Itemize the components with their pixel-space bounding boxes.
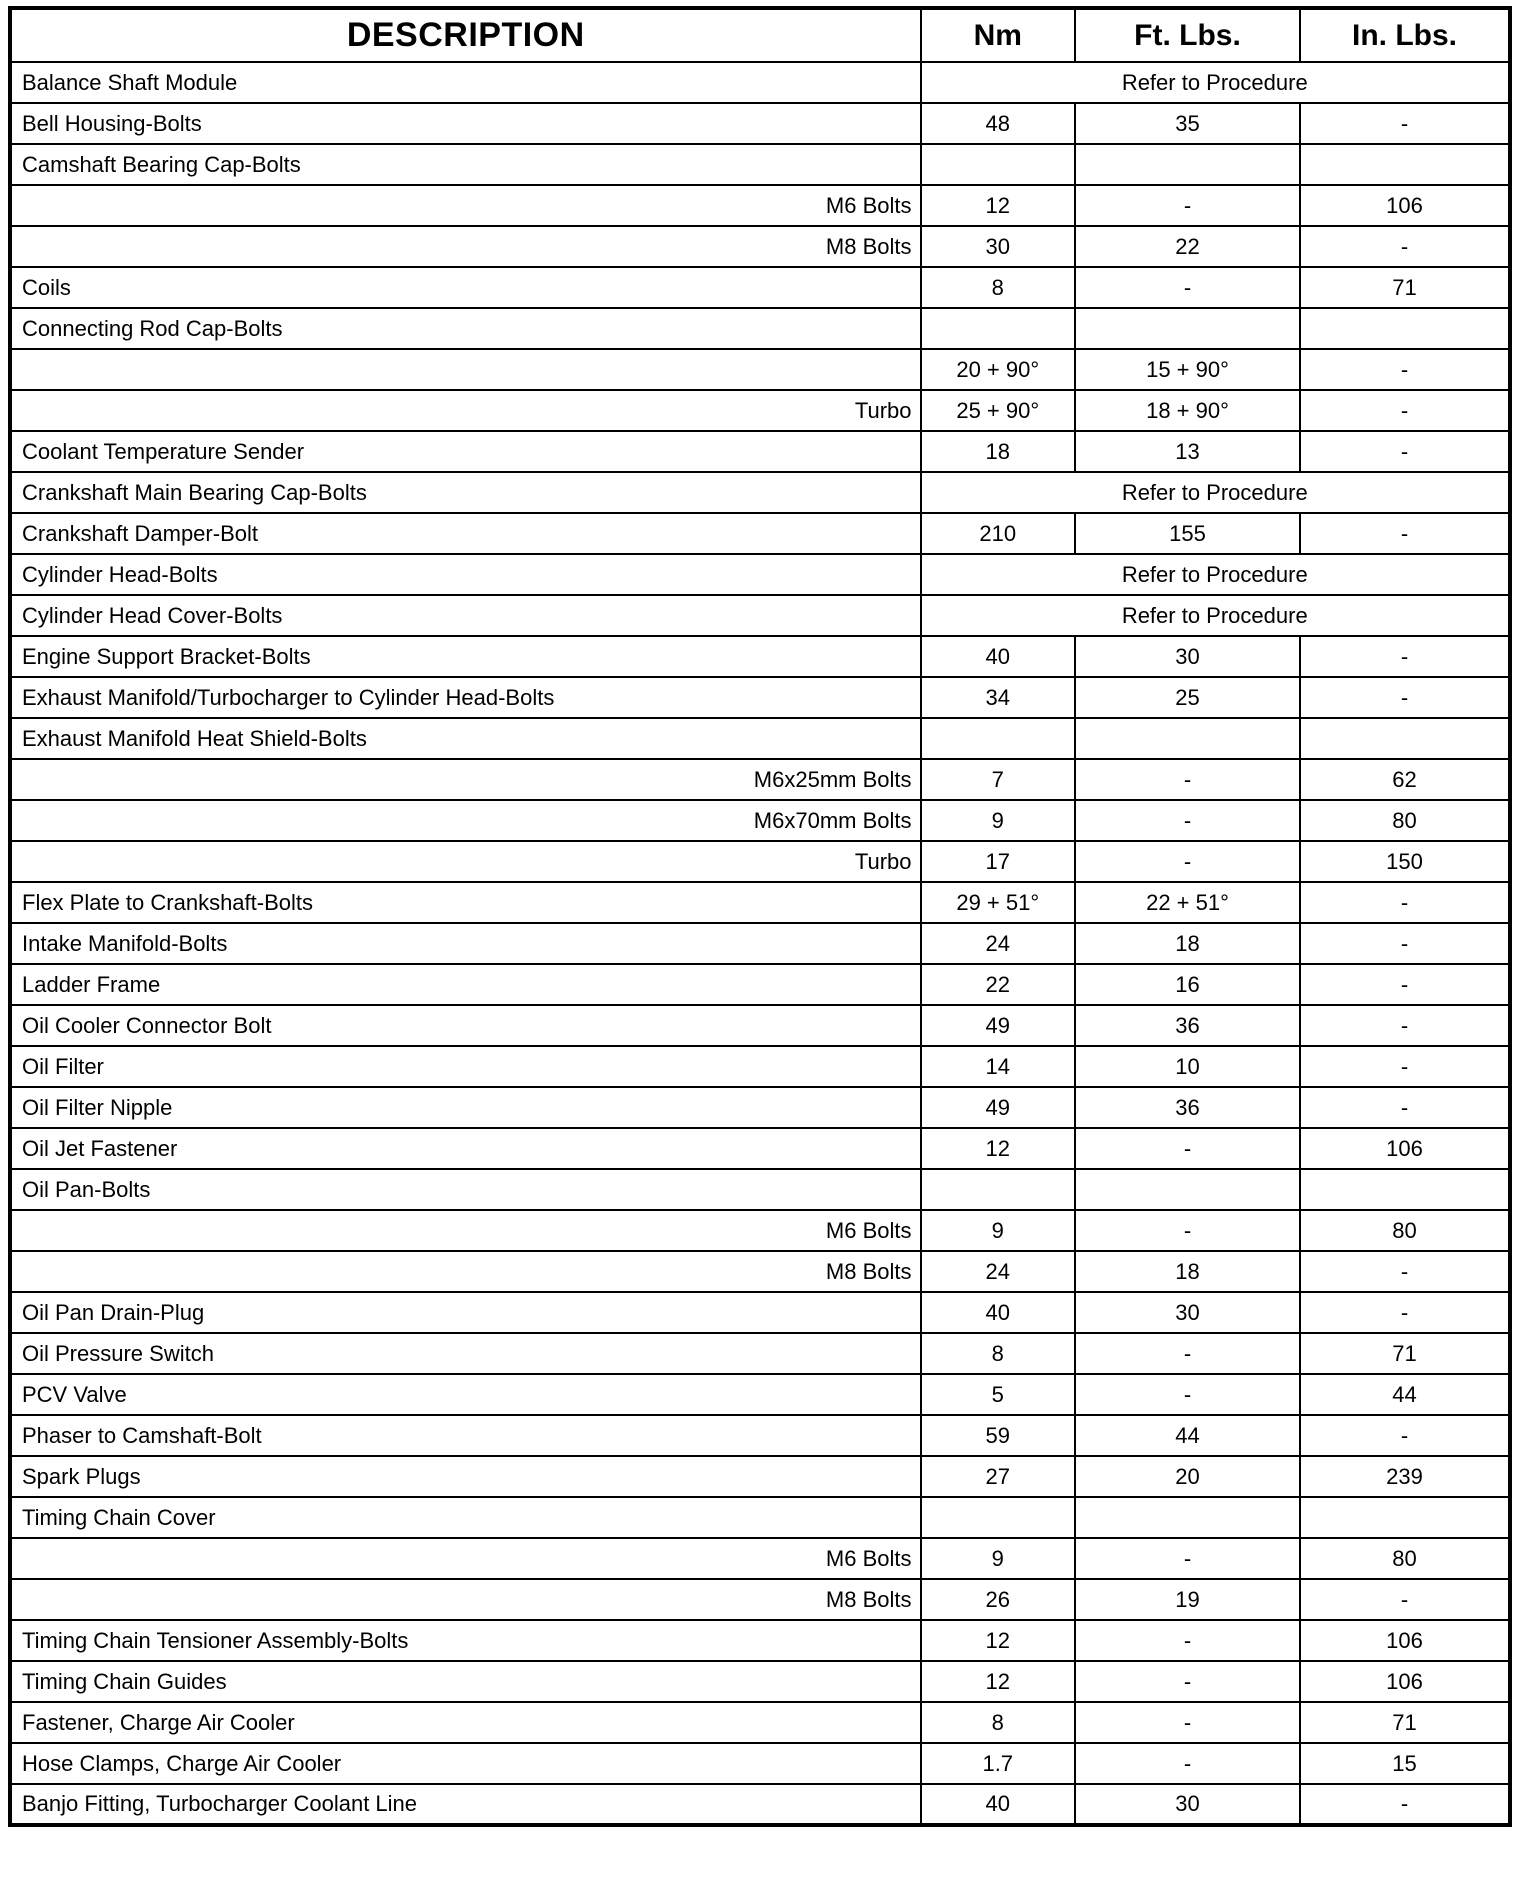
ft-lbs-cell: 44: [1075, 1415, 1300, 1456]
ft-lbs-cell: 36: [1075, 1087, 1300, 1128]
table-row: [10, 1497, 1510, 1538]
in-lbs-cell: -: [1300, 431, 1510, 472]
table-row: [10, 1784, 1510, 1825]
table-row: [10, 1579, 1510, 1620]
description-cell: Engine Support Bracket-Bolts: [10, 636, 921, 677]
table-row: [10, 1333, 1510, 1374]
description-cell: Crankshaft Main Bearing Cap-Bolts: [10, 472, 921, 513]
ft-lbs-cell: 19: [1075, 1579, 1300, 1620]
table-row: [10, 1128, 1510, 1169]
description-cell: M8 Bolts: [10, 226, 921, 267]
table-row: [10, 62, 1510, 103]
nm-cell: 24: [921, 923, 1076, 964]
header-row: [10, 8, 1510, 62]
ft-lbs-cell: -: [1075, 1661, 1300, 1702]
in-lbs-cell: 71: [1300, 267, 1510, 308]
in-lbs-column-header: In. Lbs.: [1300, 8, 1510, 62]
nm-cell: 12: [921, 1620, 1076, 1661]
nm-cell: 24: [921, 1251, 1076, 1292]
nm-cell: 30: [921, 226, 1076, 267]
ft-lbs-cell: [1075, 1169, 1300, 1210]
in-lbs-cell: 106: [1300, 1128, 1510, 1169]
refer-to-procedure-cell: Refer to Procedure: [921, 595, 1511, 636]
description-cell: [10, 349, 921, 390]
in-lbs-cell: -: [1300, 1784, 1510, 1825]
description-cell: Timing Chain Tensioner Assembly-Bolts: [10, 1620, 921, 1661]
ft-lbs-cell: -: [1075, 800, 1300, 841]
in-lbs-cell: -: [1300, 1005, 1510, 1046]
description-cell: Ladder Frame: [10, 964, 921, 1005]
table-row: [10, 923, 1510, 964]
in-lbs-cell: 239: [1300, 1456, 1510, 1497]
nm-cell: 8: [921, 1333, 1076, 1374]
table-row: [10, 431, 1510, 472]
nm-cell: 1.7: [921, 1743, 1076, 1784]
ft-lbs-cell: -: [1075, 1210, 1300, 1251]
ft-lbs-cell: -: [1075, 759, 1300, 800]
table-row: [10, 1743, 1510, 1784]
description-cell: Oil Filter: [10, 1046, 921, 1087]
in-lbs-cell: 44: [1300, 1374, 1510, 1415]
in-lbs-cell: 150: [1300, 841, 1510, 882]
in-lbs-cell: 80: [1300, 800, 1510, 841]
nm-cell: 17: [921, 841, 1076, 882]
in-lbs-cell: 106: [1300, 1661, 1510, 1702]
nm-cell: 12: [921, 1128, 1076, 1169]
ft-lbs-cell: -: [1075, 1702, 1300, 1743]
ft-lbs-cell: 30: [1075, 1784, 1300, 1825]
in-lbs-cell: -: [1300, 103, 1510, 144]
nm-cell: 40: [921, 1784, 1076, 1825]
in-lbs-cell: 71: [1300, 1702, 1510, 1743]
description-cell: M8 Bolts: [10, 1251, 921, 1292]
ft-lbs-cell: [1075, 308, 1300, 349]
description-column-header: DESCRIPTION: [10, 8, 921, 62]
ft-lbs-cell: 30: [1075, 636, 1300, 677]
nm-cell: 9: [921, 1538, 1076, 1579]
ft-lbs-cell: [1075, 718, 1300, 759]
nm-cell: 34: [921, 677, 1076, 718]
description-cell: PCV Valve: [10, 1374, 921, 1415]
in-lbs-cell: -: [1300, 390, 1510, 431]
table-row: [10, 1620, 1510, 1661]
description-cell: Fastener, Charge Air Cooler: [10, 1702, 921, 1743]
table-row: [10, 267, 1510, 308]
description-cell: Oil Jet Fastener: [10, 1128, 921, 1169]
in-lbs-cell: 80: [1300, 1538, 1510, 1579]
description-cell: M6 Bolts: [10, 185, 921, 226]
table-row: [10, 964, 1510, 1005]
ft-lbs-cell: 36: [1075, 1005, 1300, 1046]
description-cell: Oil Pressure Switch: [10, 1333, 921, 1374]
description-cell: Exhaust Manifold/Turbocharger to Cylinder Head-Bolts: [10, 677, 921, 718]
nm-cell: 40: [921, 1292, 1076, 1333]
in-lbs-cell: -: [1300, 513, 1510, 554]
in-lbs-cell: -: [1300, 1087, 1510, 1128]
table-row: [10, 1415, 1510, 1456]
table-row: [10, 1210, 1510, 1251]
ft-lbs-cell: 30: [1075, 1292, 1300, 1333]
table-row: [10, 390, 1510, 431]
table-row: [10, 1538, 1510, 1579]
table-row: [10, 595, 1510, 636]
in-lbs-cell: [1300, 308, 1510, 349]
nm-cell: [921, 1497, 1076, 1538]
table-row: [10, 882, 1510, 923]
table-row: [10, 349, 1510, 390]
nm-cell: [921, 308, 1076, 349]
description-cell: M6 Bolts: [10, 1210, 921, 1251]
description-cell: Cylinder Head-Bolts: [10, 554, 921, 595]
nm-cell: 22: [921, 964, 1076, 1005]
description-cell: Coils: [10, 267, 921, 308]
ft-lbs-cell: -: [1075, 841, 1300, 882]
ft-lbs-cell: -: [1075, 1128, 1300, 1169]
description-cell: Connecting Rod Cap-Bolts: [10, 308, 921, 349]
ft-lbs-cell: -: [1075, 1333, 1300, 1374]
in-lbs-cell: [1300, 718, 1510, 759]
nm-cell: 9: [921, 800, 1076, 841]
in-lbs-cell: -: [1300, 226, 1510, 267]
nm-cell: 12: [921, 185, 1076, 226]
table-row: [10, 513, 1510, 554]
in-lbs-cell: 106: [1300, 1620, 1510, 1661]
ft-lbs-cell: -: [1075, 1538, 1300, 1579]
table-row: [10, 1087, 1510, 1128]
nm-cell: 210: [921, 513, 1076, 554]
ft-lbs-cell: 13: [1075, 431, 1300, 472]
refer-to-procedure-cell: Refer to Procedure: [921, 472, 1511, 513]
nm-cell: 8: [921, 1702, 1076, 1743]
description-cell: Exhaust Manifold Heat Shield-Bolts: [10, 718, 921, 759]
description-cell: Turbo: [10, 390, 921, 431]
description-cell: Hose Clamps, Charge Air Cooler: [10, 1743, 921, 1784]
in-lbs-cell: -: [1300, 349, 1510, 390]
in-lbs-cell: -: [1300, 1415, 1510, 1456]
description-cell: Balance Shaft Module: [10, 62, 921, 103]
table-row: [10, 554, 1510, 595]
ft-lbs-cell: 35: [1075, 103, 1300, 144]
description-cell: Oil Pan Drain-Plug: [10, 1292, 921, 1333]
description-cell: Phaser to Camshaft-Bolt: [10, 1415, 921, 1456]
table-row: [10, 677, 1510, 718]
nm-cell: [921, 1169, 1076, 1210]
table-row: [10, 718, 1510, 759]
table-row: [10, 1661, 1510, 1702]
description-cell: M6x70mm Bolts: [10, 800, 921, 841]
description-cell: M6x25mm Bolts: [10, 759, 921, 800]
ft-lbs-cell: 18: [1075, 1251, 1300, 1292]
description-cell: Spark Plugs: [10, 1456, 921, 1497]
description-cell: Timing Chain Guides: [10, 1661, 921, 1702]
table-row: [10, 759, 1510, 800]
ft-lbs-cell: 155: [1075, 513, 1300, 554]
nm-cell: 40: [921, 636, 1076, 677]
in-lbs-cell: -: [1300, 677, 1510, 718]
table-row: [10, 841, 1510, 882]
nm-cell: 12: [921, 1661, 1076, 1702]
description-cell: Intake Manifold-Bolts: [10, 923, 921, 964]
nm-cell: 20 + 90°: [921, 349, 1076, 390]
ft-lbs-cell: 20: [1075, 1456, 1300, 1497]
description-cell: Camshaft Bearing Cap-Bolts: [10, 144, 921, 185]
table-row: [10, 472, 1510, 513]
table-row: [10, 1374, 1510, 1415]
ft-lbs-cell: 16: [1075, 964, 1300, 1005]
table-row: [10, 800, 1510, 841]
nm-cell: 26: [921, 1579, 1076, 1620]
ft-lbs-cell: 15 + 90°: [1075, 349, 1300, 390]
in-lbs-cell: -: [1300, 964, 1510, 1005]
description-cell: Bell Housing-Bolts: [10, 103, 921, 144]
nm-cell: 27: [921, 1456, 1076, 1497]
in-lbs-cell: -: [1300, 1251, 1510, 1292]
nm-cell: 5: [921, 1374, 1076, 1415]
description-cell: Oil Filter Nipple: [10, 1087, 921, 1128]
ft-lbs-cell: 10: [1075, 1046, 1300, 1087]
in-lbs-cell: 80: [1300, 1210, 1510, 1251]
table-row: [10, 1169, 1510, 1210]
table-row: [10, 226, 1510, 267]
in-lbs-cell: [1300, 1169, 1510, 1210]
description-cell: Timing Chain Cover: [10, 1497, 921, 1538]
table-row: [10, 308, 1510, 349]
ft-lbs-cell: 22 + 51°: [1075, 882, 1300, 923]
table-row: [10, 636, 1510, 677]
ft-lbs-cell: 18 + 90°: [1075, 390, 1300, 431]
in-lbs-cell: -: [1300, 1046, 1510, 1087]
nm-cell: [921, 718, 1076, 759]
description-cell: Flex Plate to Crankshaft-Bolts: [10, 882, 921, 923]
nm-cell: 7: [921, 759, 1076, 800]
description-cell: Oil Cooler Connector Bolt: [10, 1005, 921, 1046]
in-lbs-cell: [1300, 1497, 1510, 1538]
in-lbs-cell: -: [1300, 1292, 1510, 1333]
description-cell: Turbo: [10, 841, 921, 882]
nm-cell: 29 + 51°: [921, 882, 1076, 923]
nm-cell: 59: [921, 1415, 1076, 1456]
table-row: [10, 1456, 1510, 1497]
table-row: [10, 1702, 1510, 1743]
ft-lbs-cell: 22: [1075, 226, 1300, 267]
table-row: [10, 1251, 1510, 1292]
nm-cell: 18: [921, 431, 1076, 472]
ft-lbs-cell: 25: [1075, 677, 1300, 718]
in-lbs-cell: -: [1300, 636, 1510, 677]
ft-lbs-cell: [1075, 144, 1300, 185]
description-cell: Banjo Fitting, Turbocharger Coolant Line: [10, 1784, 921, 1825]
in-lbs-cell: 15: [1300, 1743, 1510, 1784]
description-cell: M6 Bolts: [10, 1538, 921, 1579]
in-lbs-cell: -: [1300, 923, 1510, 964]
refer-to-procedure-cell: Refer to Procedure: [921, 554, 1511, 595]
nm-cell: 8: [921, 267, 1076, 308]
table-row: [10, 103, 1510, 144]
nm-cell: 25 + 90°: [921, 390, 1076, 431]
refer-to-procedure-cell: Refer to Procedure: [921, 62, 1511, 103]
in-lbs-cell: 62: [1300, 759, 1510, 800]
ft-lbs-cell: -: [1075, 185, 1300, 226]
ft-lbs-cell: -: [1075, 1620, 1300, 1661]
ft-lbs-cell: -: [1075, 1743, 1300, 1784]
in-lbs-cell: -: [1300, 1579, 1510, 1620]
nm-cell: 49: [921, 1087, 1076, 1128]
table-header: [10, 8, 1510, 62]
ft-lbs-cell: -: [1075, 1374, 1300, 1415]
in-lbs-cell: 106: [1300, 185, 1510, 226]
description-cell: Cylinder Head Cover-Bolts: [10, 595, 921, 636]
description-cell: Coolant Temperature Sender: [10, 431, 921, 472]
torque-table-body: [10, 62, 1510, 1825]
nm-cell: [921, 144, 1076, 185]
ft-lbs-cell: [1075, 1497, 1300, 1538]
table-row: [10, 144, 1510, 185]
description-cell: Crankshaft Damper-Bolt: [10, 513, 921, 554]
description-cell: M8 Bolts: [10, 1579, 921, 1620]
nm-cell: 49: [921, 1005, 1076, 1046]
table-row: [10, 1046, 1510, 1087]
table-row: [10, 185, 1510, 226]
description-cell: Oil Pan-Bolts: [10, 1169, 921, 1210]
nm-column-header: Nm: [921, 8, 1076, 62]
nm-cell: 48: [921, 103, 1076, 144]
ft-lbs-cell: -: [1075, 267, 1300, 308]
nm-cell: 9: [921, 1210, 1076, 1251]
table-row: [10, 1005, 1510, 1046]
in-lbs-cell: [1300, 144, 1510, 185]
in-lbs-cell: -: [1300, 882, 1510, 923]
ft-lbs-cell: 18: [1075, 923, 1300, 964]
nm-cell: 14: [921, 1046, 1076, 1087]
ft-lbs-column-header: Ft. Lbs.: [1075, 8, 1300, 62]
table-row: [10, 1292, 1510, 1333]
torque-spec-table: [8, 6, 1512, 1827]
in-lbs-cell: 71: [1300, 1333, 1510, 1374]
